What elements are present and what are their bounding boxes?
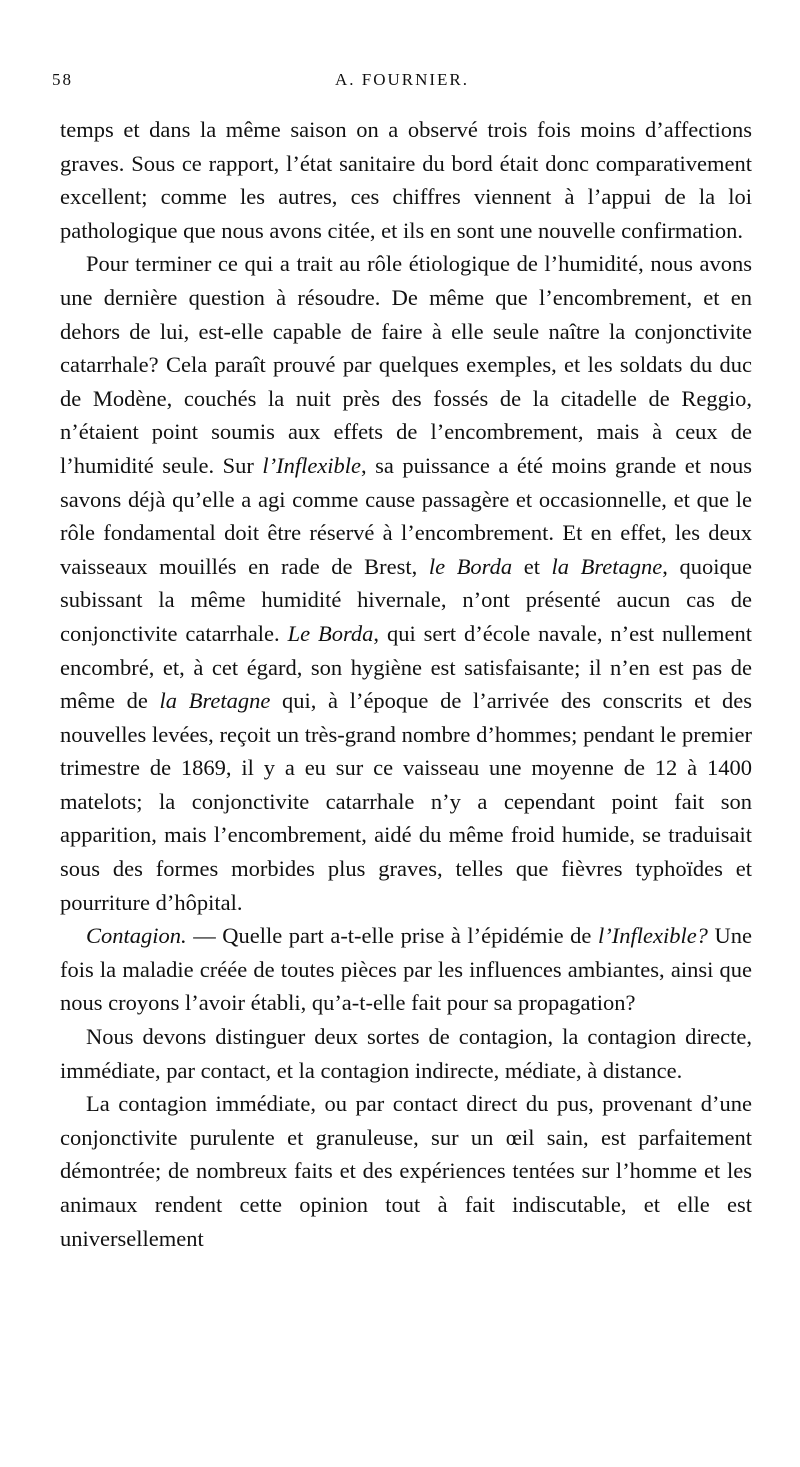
page-number: 58 xyxy=(52,70,73,89)
italic-text: l’Inflexible? xyxy=(597,923,708,949)
page-header xyxy=(52,70,752,100)
text-run: qui, à l’époque de l’arrivée des conscrits et des nouvelles levées, reçoit un très-grand nombre d’hommes; pendant le premier trimestre de 1869, il y a eu sur ce vaisseau une moyenne de 12 à 1400 matelots; la conjonctivite catarrhale n’y a cependant point fait son apparition, mais l’encombrement, aidé du même froid humide, se traduisait sous des formes morbides plus graves, telles que fièvres typhoïdes et pourriture d’hôpital. xyxy=(60,688,753,915)
text-run: temps et dans la même saison on a observé trois fois moins d’affections graves. Sous ce rapport, l’état sanitaire du bord était donc comparativement excellent; comme les autres, ces chiffres viennent à l’appui de la loi pathologique que nous avons citée, et ils en sont une nouvelle confirmation. xyxy=(60,117,752,243)
text-run: Une fois la maladie créée de toutes pièces par les influences ambiantes, ainsi que nous croyons l’avoir établi, qu’a-t-elle fait pour sa propagation? xyxy=(60,923,752,1016)
text-run: , quoique subissant la même humidité hivernale, n’ont présenté aucun cas de conjonctivite catarrhale. xyxy=(60,553,753,646)
paragraph xyxy=(60,1087,752,1255)
paragraph xyxy=(60,113,752,247)
italic-text: l’Inflexible xyxy=(262,452,362,478)
italic-text: la Bretagne xyxy=(159,688,271,714)
italic-text: le Borda xyxy=(428,553,513,579)
text-run: et xyxy=(512,553,552,579)
paragraph xyxy=(60,919,752,1020)
text-run: Nous devons distinguer deux sortes de contagion, la contagion directe, immédiate, par contact, et la contagion indirecte, médiate, à distance. xyxy=(60,1024,752,1083)
italic-text: Le Borda xyxy=(287,620,374,646)
text-run: , sa puissance a été moins grande et nous savons déjà qu’elle a agi comme cause passagère et occasionnelle, et que le rôle fondamental doit être réservé à l’encombrement. Et en effet, les deux vaisseaux mouillés en rade de Brest, xyxy=(60,452,752,579)
text-run: La contagion immédiate, ou par contact direct du pus, provenant d’une conjonctivite purulente et granuleuse, sur un œil sain, est parfaitement démontrée; de nombreux faits et des expériences tentées sur l’homme et les animaux rendent cette opinion tout à fait indiscutable, et elle est universellement xyxy=(60,1091,752,1251)
paragraph xyxy=(60,1020,752,1087)
text-run: Pour terminer ce qui a trait au rôle étiologique de l’humidité, nous avons une dernière question à résoudre. De même que l’encombrement, et en dehors de lui, est-elle capable de faire à elle seule naître la conjonctivite catarrhale? Cela paraît prouvé par quelques exemples, et les soldats du duc de Modène, couchés la nuit près des fossés de la citadelle de Reggio, n’étaient point soumis aux effets de l’encombrement, mais à ceux de l’humidité seule. Sur xyxy=(60,251,752,478)
italic-text: la Bretagne xyxy=(551,553,663,579)
text-run: — Quelle part a-t-elle prise à l’épidémie de xyxy=(186,923,598,949)
body-text xyxy=(60,113,752,1255)
running-title: A. FOURNIER. xyxy=(334,70,470,89)
text-run: , qui sert d’école navale, n’est nullement encombré, et, à cet égard, son hygiène est satisfaisante; il n’en est pas de même de xyxy=(60,620,752,714)
paragraph xyxy=(60,247,752,919)
italic-text: Contagion. xyxy=(86,923,187,949)
